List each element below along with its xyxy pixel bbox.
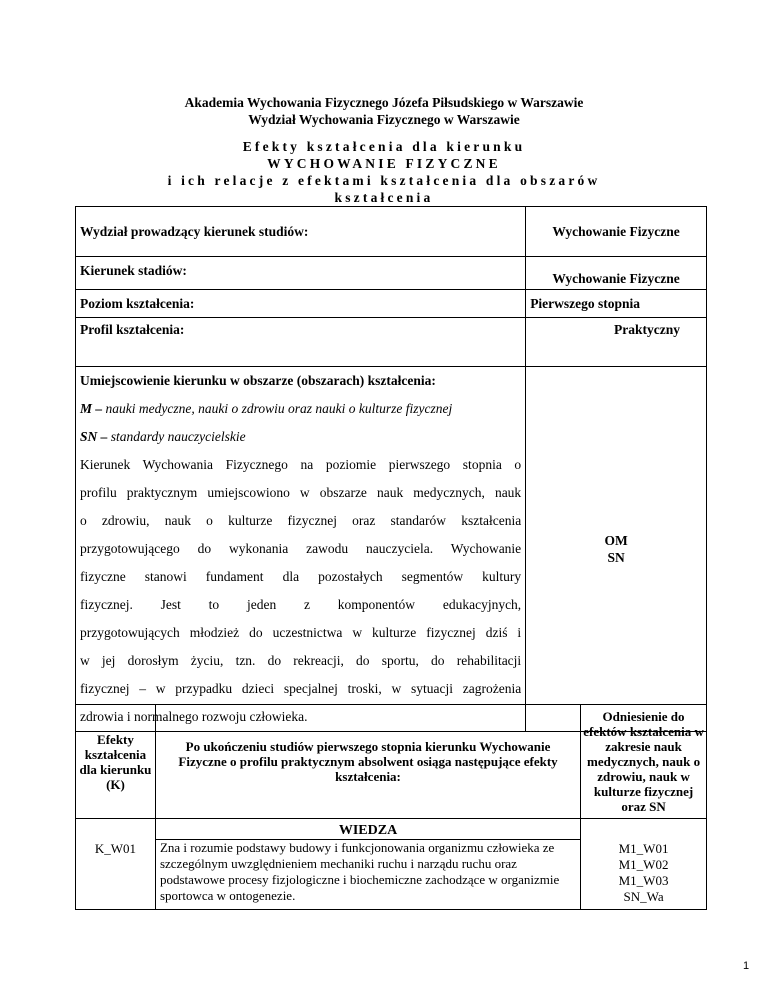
area-sn-text: standardy nauczycielskie	[110, 429, 246, 444]
doc-title-line3: i ich relacje z efektami kształcenia dla obszarów	[167, 173, 601, 188]
umiejscowienie-cell	[76, 367, 526, 732]
institution-name: Akademia Wychowania Fizycznego Józefa Piłsudskiego w Warszawie	[184, 95, 584, 110]
section-title-wiedza: WIEDZA	[155, 819, 580, 840]
doc-title-line4: kształcenia	[334, 190, 434, 205]
area-m	[80, 395, 521, 423]
profil-label: Profil kształcenia:	[76, 318, 526, 367]
effects-header-row	[76, 705, 707, 819]
effect-description: Zna i rozumie podstawy budowy i funkcjonowania organizmu człowieka ze szczególnym uwzględnieniem mechaniki ruchu i narządu ruchu oraz podstawowe procesy fizjologiczne i biochemiczne zachodzące w organizmie sportowca w ontogenezie.	[155, 840, 580, 910]
obszar-value-om: OM	[604, 533, 628, 548]
area-m-code: M –	[80, 401, 103, 416]
desc-line: o zdrowiu, nauk o kulturze fizycznej oraz standarów kształcenia	[80, 513, 522, 528]
row-profil	[76, 318, 707, 367]
area-m-text: nauki medyczne, nauki o zdrowiu oraz nauki o kulturze fizycznej	[105, 401, 453, 416]
kierunek-value: Wychowanie Fizyczne	[526, 257, 707, 290]
section-row-wiedza	[76, 819, 707, 840]
desc-line: fizycznej. Jest to jeden z komponentów edukacyjnych,	[80, 597, 522, 612]
page-number: 1	[743, 960, 750, 972]
ref-code: M1_W03	[618, 872, 669, 888]
desc-line: przygotowujących młodzież do uczestnictwa w kulturze fizycznej dziś i	[80, 625, 522, 640]
desc-line: fizyczne stanowi fundament dla pozostałych segmentów kultury	[80, 569, 522, 584]
umiejscowienie-text	[80, 367, 521, 731]
desc-line: zdrowia i normalnego rozwoju człowieka.	[80, 709, 308, 724]
ref-code: M1_W01	[618, 840, 669, 856]
area-sn-code: SN –	[80, 429, 108, 444]
obszar-value-cell	[526, 367, 707, 732]
desc-line: profilu praktycznym umiejscowiono w obszarze nauk medycznych, nauk	[80, 485, 522, 500]
ref-code: SN_Wa	[623, 888, 664, 904]
effect-references	[581, 840, 707, 910]
col-header-code: Efekty kształcenia dla kierunku (K)	[76, 705, 156, 819]
desc-line: przygotowującego do wykonania zawodu nauczyciela. Wychowanie	[80, 541, 522, 556]
profil-value: Praktyczny	[526, 318, 707, 367]
learning-outcomes-table	[75, 704, 707, 910]
ref-code: M1_W02	[618, 856, 669, 872]
wydzial-value: Wychowanie Fizyczne	[526, 207, 707, 257]
doc-title-line1: Efekty kształcenia dla kierunku	[242, 139, 526, 154]
kierunek-label: Kierunek stadiów:	[76, 257, 526, 290]
doc-title-line2: WYCHOWANIE FIZYCZNE	[267, 156, 501, 171]
umiejscowienie-label: Umiejscowienie kierunku w obszarze (obszarach) kształcenia:	[80, 373, 436, 388]
row-wydzial	[76, 207, 707, 257]
area-sn	[80, 423, 521, 451]
col-header-description: Po ukończeniu studiów pierwszego stopnia kierunku Wychowanie Fizyczne o profilu praktycznym absolwent osiąga następujące efekty kształcenia:	[155, 705, 580, 819]
desc-line: w jej dorosłym życiu, tzn. do rekreacji, do sportu, do rehabilitacji	[80, 653, 522, 668]
effect-code: K_W01	[76, 840, 156, 910]
desc-line: Kierunek Wychowania Fizycznego na poziomie pierwszego stopnia o	[80, 457, 522, 472]
poziom-label: Poziom kształcenia:	[76, 290, 526, 318]
row-poziom	[76, 290, 707, 318]
obszar-value-sn: SN	[607, 550, 625, 565]
wydzial-label: Wydział prowadzący kierunek studiów:	[76, 207, 526, 257]
desc-line: fizycznej – w przypadku dzieci specjalnej troski, w sytuacji zagrożenia	[80, 681, 522, 696]
row-kierunek	[76, 257, 707, 290]
poziom-value: Pierwszego stopnia	[526, 290, 707, 318]
col-header-reference: Odniesienie do efektów kształcenia w zakresie nauk medycznych, nauk o zdrowiu, nauk w kulturze fizycznej oraz SN	[581, 705, 707, 819]
row-umiejscowienie	[76, 367, 707, 732]
table-row	[76, 840, 707, 910]
program-info-table	[75, 206, 707, 732]
faculty-name: Wydział Wychowania Fizycznego w Warszawie	[248, 112, 520, 127]
